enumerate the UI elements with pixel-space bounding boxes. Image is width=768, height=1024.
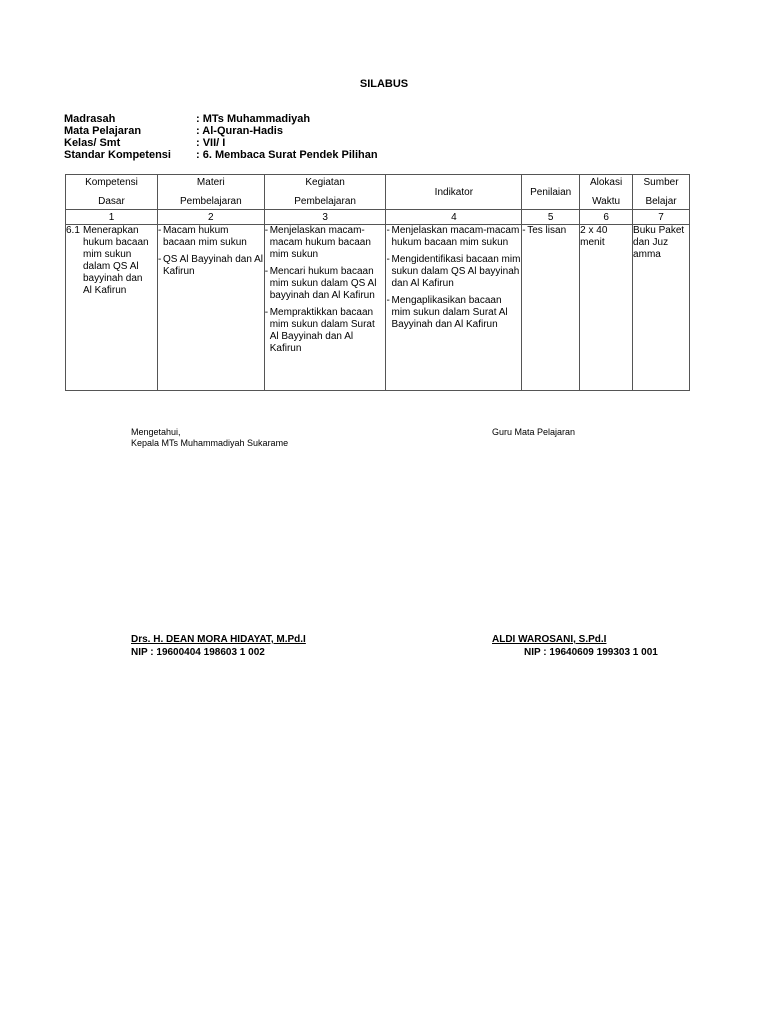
cell-alokasi-waktu (580, 225, 633, 391)
column-number: 7 (633, 210, 690, 225)
list-item (522, 225, 579, 237)
cell-penilaian (522, 225, 580, 391)
bullet-dash: - (264, 266, 269, 277)
bullet-dash: - (522, 225, 526, 236)
list-item (386, 254, 521, 290)
cell-kompetensi-dasar (66, 225, 158, 391)
bullet-dash: - (264, 307, 269, 318)
bullet-dash: - (264, 225, 269, 236)
column-number-row (66, 210, 690, 225)
header-sumber-belajar (633, 175, 690, 210)
info-label: Mata Pelajaran (64, 125, 142, 137)
item-text: Macam hukum bacaan mim sukun (162, 225, 247, 248)
list-item (386, 295, 521, 331)
list-item (158, 254, 264, 278)
info-label: Kelas/ Smt (64, 137, 121, 149)
column-number: 2 (157, 210, 264, 225)
mengetahui-label: Mengetahui, (131, 427, 181, 437)
guru-nip: NIP : 19640609 199303 1 001 (524, 647, 658, 658)
bullet-dash: - (386, 225, 390, 236)
header-line: Kegiatan (305, 177, 345, 188)
header-line: Materi (196, 177, 225, 188)
header-materi (157, 175, 264, 210)
list-item (158, 225, 264, 249)
syllabus-info (64, 113, 378, 161)
list-item (265, 307, 386, 355)
item-text: Mencari hukum bacaan mim sukun dalam QS Al bayyinah dan Al Kafirun (269, 266, 377, 301)
item-text: Menjelaskan macam-macam hukum bacaan mim sukun (269, 225, 371, 260)
info-row-mata-pelajaran (64, 125, 378, 137)
header-indikator: Indikator (386, 175, 522, 210)
info-row-madrasah (64, 113, 378, 125)
list-item (386, 225, 521, 249)
bullet-dash: - (386, 295, 390, 306)
guru-label: Guru Mata Pelajaran (492, 427, 576, 437)
kepala-name: Drs. H. DEAN MORA HIDAYAT, M.Pd.I (131, 634, 306, 645)
column-number: 6 (580, 210, 633, 225)
kepala-label: Kepala MTs Muhammadiyah Sukarame (131, 438, 289, 448)
header-penilaian: Penilaian (522, 175, 580, 210)
signature-left-heading (131, 427, 288, 449)
bullet-dash: - (157, 225, 162, 236)
header-line: Waktu (592, 196, 621, 207)
header-line: Pembelajaran (179, 196, 242, 207)
cell-sumber-belajar (633, 225, 690, 391)
kepala-nip: NIP : 19600404 198603 1 002 (131, 647, 265, 658)
header-line: Belajar (645, 196, 677, 207)
cell-materi (157, 225, 264, 391)
column-number: 5 (522, 210, 580, 225)
header-kegiatan (264, 175, 386, 210)
header-alokasi-waktu (580, 175, 633, 210)
item-text: Tes lisan (527, 225, 567, 236)
bullet-dash: - (157, 254, 162, 265)
info-label: Standar Kompetensi (64, 149, 171, 161)
item-text: Mempraktikkan bacaan mim sukun dalam Surat Al Bayyinah dan Al Kafirun (269, 307, 375, 354)
list-item (265, 266, 386, 302)
info-value: : Al-Quran-Hadis (196, 125, 283, 137)
info-row-kelas (64, 137, 378, 149)
syllabus-table (65, 174, 690, 391)
header-line: Dasar (98, 196, 125, 207)
kd-text: Menerapkan hukum bacaan mim sukun dalam QS Al bayyinah dan Al Kafirun (83, 225, 149, 296)
info-value: : MTs Muhammadiyah (196, 113, 311, 125)
list-item (265, 225, 386, 261)
guru-name: ALDI WAROSANI, S.Pd.I (492, 634, 607, 645)
header-kompetensi-dasar (66, 175, 158, 210)
info-value: : VII/ I (196, 137, 226, 149)
alokasi-text: 2 x 40 menit (580, 225, 608, 248)
item-text: Mengaplikasikan bacaan mim sukun dalam Surat Al Bayyinah dan Al Kafirun (391, 295, 508, 330)
header-line: Sumber (643, 177, 679, 188)
column-number: 3 (264, 210, 386, 225)
table-header-row (66, 175, 690, 210)
column-number: 4 (386, 210, 522, 225)
table-row (66, 225, 690, 391)
header-line: Kompetensi (85, 177, 138, 188)
cell-indikator (386, 225, 522, 391)
item-text: Menjelaskan macam-macam hukum bacaan mim sukun (391, 225, 520, 248)
column-number: 1 (66, 210, 158, 225)
sumber-text: Buku Paket dan Juz amma (633, 225, 685, 260)
kd-number: 6.1 (66, 225, 80, 236)
document-title: SILABUS (359, 78, 409, 90)
bullet-dash: - (386, 254, 390, 265)
cell-kegiatan (264, 225, 386, 391)
header-line: Pembelajaran (294, 196, 356, 207)
info-row-standar-kompetensi (64, 149, 378, 161)
item-text: Mengidentifikasi bacaan mim sukun dalam QS Al bayyinah dan Al Kafirun (391, 254, 521, 289)
header-line: Alokasi (589, 177, 623, 188)
info-label: Madrasah (64, 113, 116, 125)
info-value: : 6. Membaca Surat Pendek Pilihan (196, 149, 378, 161)
item-text: QS Al Bayyinah dan Al Kafirun (162, 254, 264, 277)
